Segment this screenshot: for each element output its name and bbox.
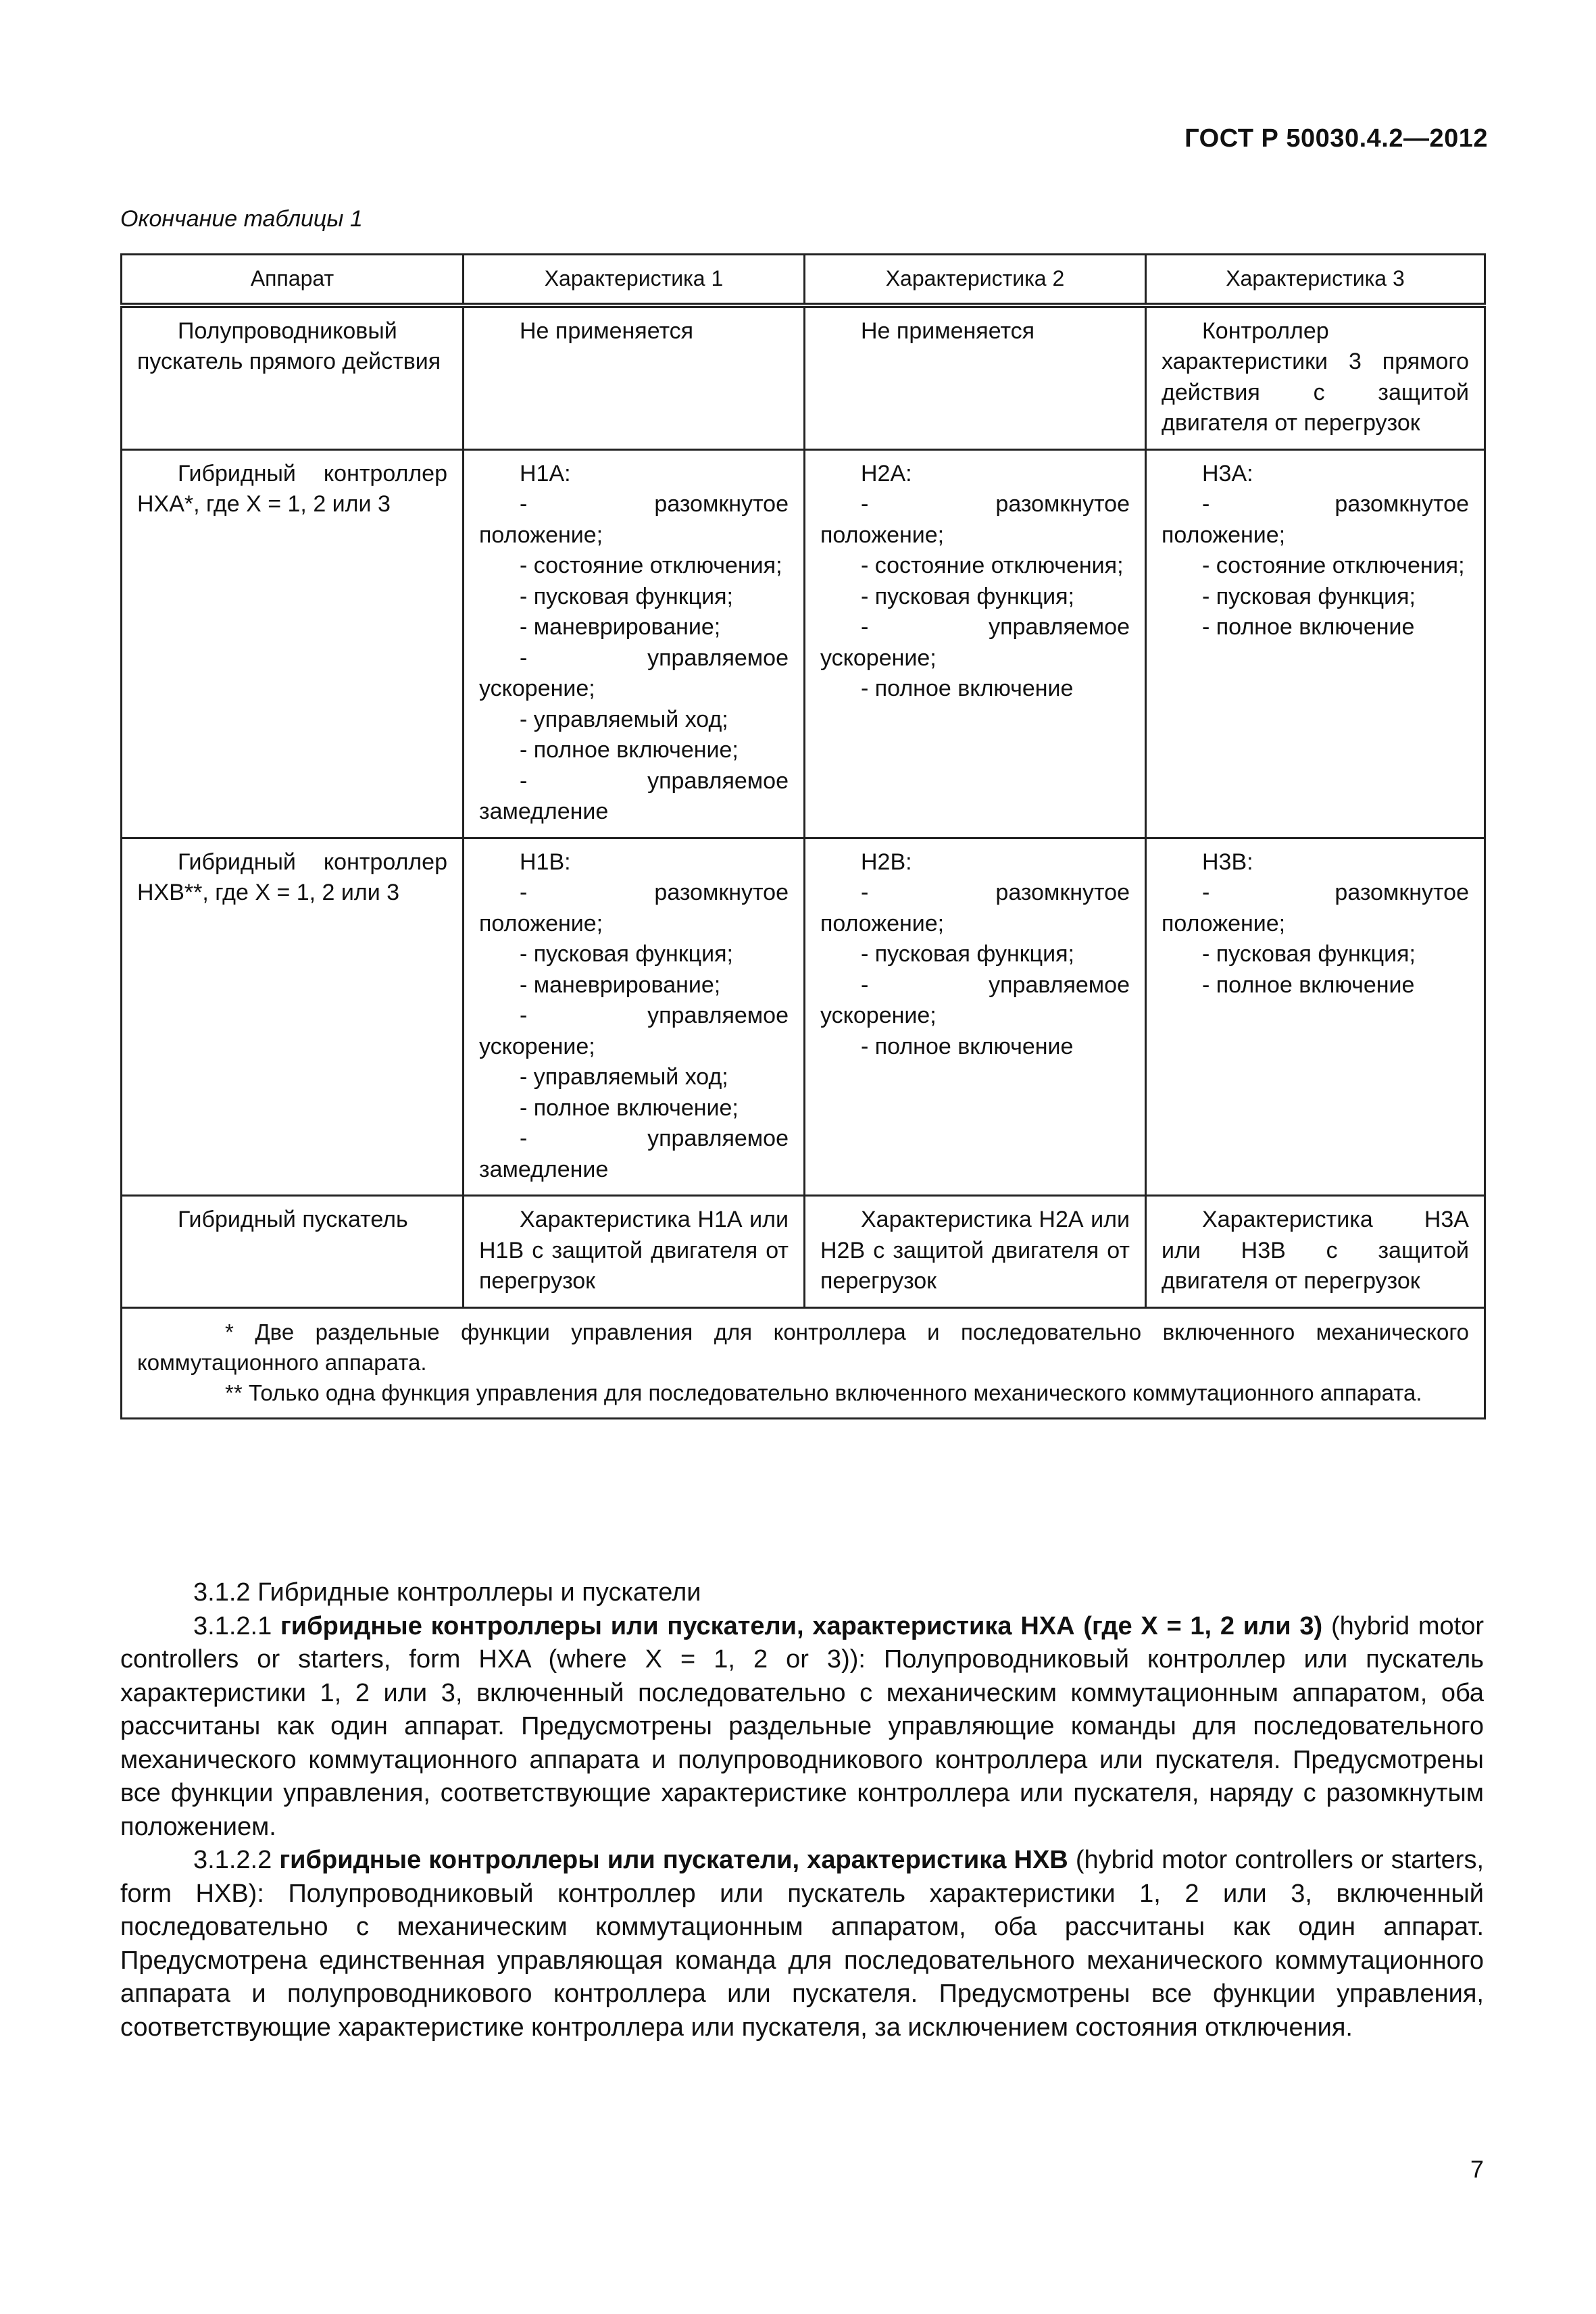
cell-line: Характеристика Н2А или Н2В с защитой двигателя от перегрузок — [820, 1207, 1130, 1294]
characteristic-cell-3 — [1146, 838, 1485, 1196]
characteristic-cell-2 — [805, 305, 1146, 450]
cell-line: - управляемое замедление — [479, 768, 789, 824]
cell-line: Н2А: — [861, 460, 912, 486]
cell-line: Не применяется — [861, 318, 1035, 344]
cell-line: - маневрирование; — [520, 972, 721, 998]
apparatus-name: Гибридный контроллер НХА*, где Х = 1, 2 или 3 — [137, 460, 447, 517]
cell-line: Н3В: — [1202, 849, 1253, 875]
cell-line: - разомкнутое положение; — [1162, 880, 1469, 936]
apparatus-name: Гибридный пускатель — [178, 1207, 408, 1232]
cell-line: - пусковая функция; — [861, 583, 1074, 609]
characteristic-cell-1 — [464, 1196, 805, 1308]
apparatus-name: Полупроводниковый пускатель прямого действия — [137, 318, 441, 374]
cell-line: Контроллер характеристики 3 прямого действия с защитой двигателя от перегрузок — [1162, 318, 1469, 436]
definition-paragraph — [120, 1844, 1484, 2044]
apparatus-cell — [122, 1196, 464, 1308]
cell-line: - полное включение; — [520, 1095, 739, 1121]
characteristic-cell-1 — [464, 449, 805, 838]
apparatus-cell — [122, 449, 464, 838]
cell-line: - управляемое ускорение; — [479, 645, 789, 701]
column-header: Характеристика 2 — [805, 255, 1146, 305]
cell-line: - пусковая функция; — [861, 941, 1074, 967]
column-header: Характеристика 1 — [464, 255, 805, 305]
characteristic-cell-2 — [805, 838, 1146, 1196]
document-id: ГОСТ Р 50030.4.2—2012 — [1184, 124, 1488, 153]
cell-line: - состояние отключения; — [520, 553, 782, 578]
cell-line: - разомкнутое положение; — [820, 880, 1130, 936]
table-row — [122, 305, 1485, 450]
defined-term: гибридные контроллеры или пускатели, характеристика НХВ — [279, 1846, 1068, 1874]
cell-line: - пусковая функция; — [1202, 941, 1416, 967]
cell-line: - разомкнутое положение; — [1162, 491, 1469, 548]
cell-line: - состояние отключения; — [861, 553, 1124, 578]
cell-line: Н1В: — [520, 849, 571, 875]
cell-line: - разомкнутое положение; — [479, 491, 789, 548]
apparatus-name: Гибридный контроллер НХВ**, где Х = 1, 2 или 3 — [137, 849, 447, 905]
cell-line: - полное включение — [861, 1033, 1074, 1059]
table-notes-row — [122, 1307, 1485, 1418]
cell-line: - полное включение; — [520, 737, 739, 763]
cell-line: Н3А: — [1202, 460, 1253, 486]
cell-line: Н2В: — [861, 849, 912, 875]
cell-line: - управляемый ход; — [520, 1064, 728, 1090]
cell-line: Не применяется — [520, 318, 694, 344]
cell-line: - разомкнутое положение; — [479, 880, 789, 936]
cell-line: - управляемый ход; — [520, 706, 728, 732]
cell-line: - пусковая функция; — [520, 941, 733, 967]
table-notes — [122, 1307, 1485, 1418]
definition-text: (hybrid motor controllers or starters, form HXB): Полупроводниковый контроллер или пускатель характеристики 1, 2 или 3, включенный последовательно с механическим коммутационным аппаратом, оба рассчитаны как один аппарат. Предусмотрена единственная управляющая команда для последовательного механического коммутационного аппарата и полупроводникового контроллера или пускателя. Предусмотрены все функции управления, соответствующие характеристике контроллера или пускателя, за исключением состояния отключения. — [120, 1846, 1485, 2042]
table-row — [122, 1196, 1485, 1308]
defined-term: гибридные контроллеры или пускатели, характеристика НХА (где Х = 1, 2 или 3) — [280, 1611, 1323, 1640]
definition-paragraph — [120, 1610, 1484, 1844]
cell-line: - полное включение — [1202, 972, 1415, 998]
clause-number: 3.1.2.2 — [193, 1846, 272, 1874]
page-number: 7 — [1470, 2155, 1484, 2183]
characteristic-cell-2 — [805, 449, 1146, 838]
characteristic-cell-1 — [464, 838, 805, 1196]
table-note: * Две раздельные функции управления для контроллера и последовательно включенного механического коммутационного аппарата. — [137, 1319, 1469, 1375]
characteristic-cell-3 — [1146, 305, 1485, 450]
cell-line: - состояние отключения; — [1202, 553, 1465, 578]
cell-line: - полное включение — [1202, 614, 1415, 640]
cell-line: - полное включение — [861, 676, 1074, 701]
cell-line: - управляемое ускорение; — [479, 1003, 789, 1059]
apparatus-cell — [122, 305, 464, 450]
cell-line: Характеристика Н3А или Н3В с защитой двигателя от перегрузок — [1162, 1207, 1469, 1294]
cell-line: Характеристика Н1А или Н1В с защитой двигателя от перегрузок — [479, 1207, 789, 1294]
cell-line: - пусковая функция; — [520, 583, 733, 609]
table-row — [122, 449, 1485, 838]
column-header: Аппарат — [122, 255, 464, 305]
cell-line: - разомкнутое положение; — [820, 491, 1130, 548]
clause-number: 3.1.2.1 — [193, 1611, 272, 1640]
cell-line: - маневрирование; — [520, 614, 721, 640]
table-header-row — [122, 255, 1485, 305]
characteristics-table — [120, 253, 1486, 1419]
column-header: Характеристика 3 — [1146, 255, 1485, 305]
table-note: ** Только одна функция управления для последовательно включенного механического коммутационного аппарата. — [225, 1380, 1422, 1405]
table-caption: Окончание таблицы 1 — [120, 206, 363, 232]
apparatus-cell — [122, 838, 464, 1196]
cell-line: Н1А: — [520, 460, 571, 486]
characteristic-cell-3 — [1146, 449, 1485, 838]
cell-line: - управляемое ускорение; — [820, 614, 1130, 671]
definition-text: (hybrid motor controllers or starters, form HXA (where X = 1, 2 or 3)): Полупроводниковый контроллер или пускатель характеристики 1, 2 или 3, включенный последовательно с механическим коммутационным аппаратом, оба рассчитаны как один аппарат. Предусмотрены раздельные управляющие команды для последовательного механического коммутационного аппарата и полупроводникового контроллера или пускателя. Предусмотрены все функции управления, соответствующие характеристике контроллера или пускателя, наряду с разомкнутым положением. — [120, 1611, 1484, 1841]
cell-line: - управляемое замедление — [479, 1126, 789, 1182]
table-row — [122, 838, 1485, 1196]
section-heading: 3.1.2 Гибридные контроллеры и пускатели — [193, 1578, 701, 1607]
cell-line: - пусковая функция; — [1202, 583, 1416, 609]
characteristic-cell-3 — [1146, 1196, 1485, 1308]
characteristic-cell-1 — [464, 305, 805, 450]
cell-line: - управляемое ускорение; — [820, 972, 1130, 1028]
characteristic-cell-2 — [805, 1196, 1146, 1308]
body-text — [120, 1576, 1484, 2044]
